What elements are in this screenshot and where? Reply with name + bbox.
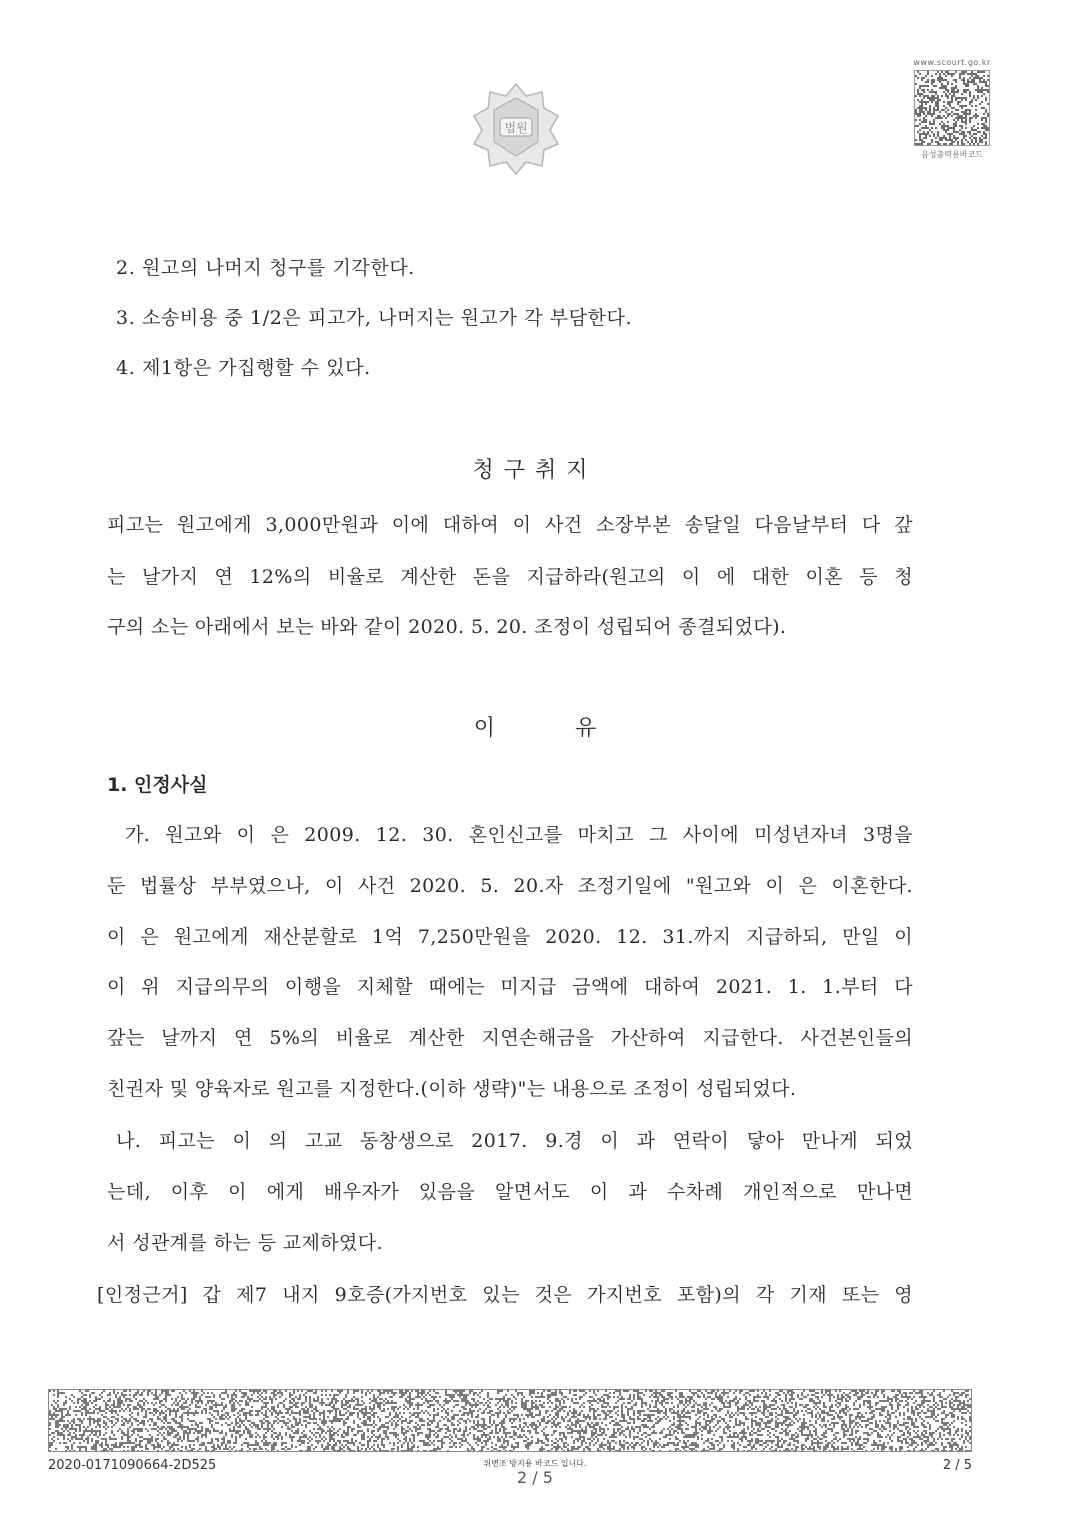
reasons-line-1: 가. 원고와 이 은 2009. 12. 30. 혼인신고를 마치고 그 사이에 미성년자녀 3명을	[125, 824, 913, 846]
qr-caption: 음성출력용바코드	[921, 150, 983, 159]
court-seal-logo	[468, 80, 564, 176]
qr-code-image	[914, 70, 990, 146]
seal-text: 법원	[504, 121, 528, 135]
reasons-line-4: 이 위 지급의무의 이행을 지체할 때에는 미지급 금액에 대하여 2021. 1. 1.부터 다	[107, 976, 913, 998]
claim-heading: 청구취지	[472, 458, 598, 483]
reasons-line-8: 는데, 이후 이 에게 배우자가 있음을 알면서도 이 과 수차례 개인적으로 만나면	[107, 1181, 913, 1203]
page-number-right: 2 / 5	[942, 1458, 972, 1473]
reasons-line-9: 서 성관계를 하는 등 교제하였다.	[107, 1232, 384, 1254]
order-item-3: 3. 소송비용 중 1/2은 피고가, 나머지는 원고가 각 부담한다.	[116, 307, 633, 329]
page-number-center: 2 / 5	[517, 1468, 553, 1487]
reasons-line-7: 나. 피고는 이 의 고교 동창생으로 2017. 9.경 이 과 연락이 닿아 만나게 되었	[116, 1130, 913, 1152]
claim-line-3: 구의 소는 아래에서 보는 바와 같이 2020. 5. 20. 조정이 성립되어 종결되었다).	[107, 616, 787, 638]
reasons-heading-left: 이	[473, 716, 495, 741]
claim-line-2: 는 날가지 연 12%의 비율로 계산한 돈을 지급하라(원고의 이 에 대한 이혼 등 청	[107, 566, 913, 588]
order-item-2: 2. 원고의 나머지 청구를 기각한다.	[116, 257, 415, 279]
reasons-line-10: [인정근거] 갑 제7 내지 9호증(가지번호 있는 것은 가지번호 포함)의 각 기재 또는 영	[97, 1284, 913, 1306]
barcode-note: 위변조 방지용 바코드 입니다.	[483, 1459, 587, 1468]
reasons-line-2: 둔 법률상 부부였으나, 이 사건 2020. 5. 20.자 조정기일에 "원고와 이 은 이혼한다.	[107, 875, 913, 897]
qr-url-label: www.scourt.go.kr	[913, 58, 991, 67]
reasons-line-5: 갚는 날까지 연 5%의 비율로 계산한 지연손해금을 가산하여 지급한다. 사건본인들의	[107, 1027, 913, 1049]
reasons-line-3: 이 은 원고에게 재산분할로 1억 7,250만원을 2020. 12. 31.까지 지급하되, 만일 이	[107, 926, 913, 948]
claim-line-1: 피고는 원고에게 3,000만원과 이에 대하여 이 사건 소장부본 송달일 다음날부터 다 갚	[107, 514, 913, 536]
order-item-4: 4. 제1항은 가집행할 수 있다.	[116, 357, 371, 379]
section-title: 1. 인정사실	[107, 774, 208, 796]
reasons-heading-right: 유	[575, 716, 597, 741]
reasons-line-6: 친권자 및 양육자로 원고를 지정한다.(이하 생략)"는 내용으로 조정이 성립되었다.	[107, 1078, 797, 1100]
reasons-heading	[0, 715, 1070, 743]
anti-forgery-barcode	[48, 1389, 972, 1452]
voice-output-qr-block	[910, 58, 994, 160]
document-id: 2020-0171090664-2D525	[48, 1458, 217, 1473]
